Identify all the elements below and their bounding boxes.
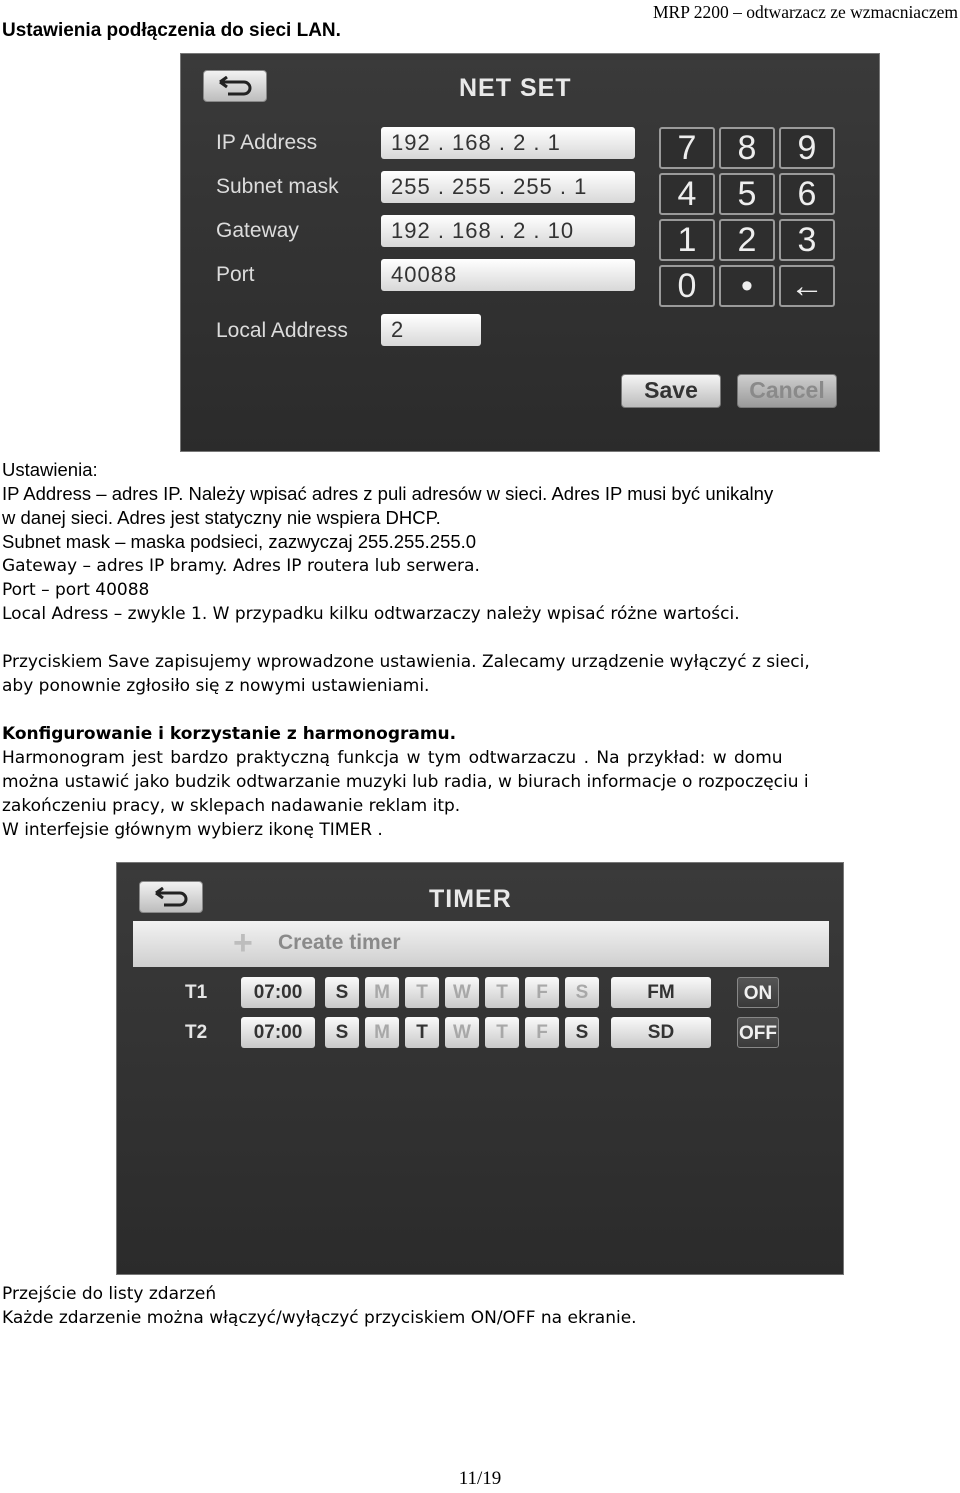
harmonogram-line4: W interfejsie głównym wybierz ikonę TIMER . (2, 820, 383, 840)
ip-desc-line1: IP Address – adres IP. Należy wpisać adres z puli adresów w sieci. Adres IP musi być unikalny (2, 483, 774, 504)
harmonogram-line3: zakończeniu pracy, w sklepach nadawanie reklam itp. (2, 796, 461, 816)
day-friday[interactable]: F (525, 977, 559, 1008)
port-label: Port (216, 263, 255, 286)
timer-time[interactable]: 07:00 (241, 977, 315, 1008)
subnet-mask-input[interactable]: 255 . 255 . 255 . 1 (381, 171, 635, 203)
ip-address-input[interactable]: 192 . 168 . 2 . 1 (381, 127, 635, 159)
create-timer-label: Create timer (278, 931, 401, 954)
key-5[interactable]: 5 (719, 173, 775, 215)
timer-time[interactable]: 07:00 (241, 1017, 315, 1048)
local-address-label: Local Address (216, 319, 348, 342)
key-dot[interactable]: • (719, 265, 775, 307)
key-0[interactable]: 0 (659, 265, 715, 307)
save-note-line2: aby ponownie zgłosiło się z nowymi ustawieniami. (2, 676, 430, 696)
day-saturday[interactable]: S (565, 977, 599, 1008)
harmonogram-line2: można ustawić jako budzik odtwarzanie muzyki lub radia, w biurach informacje o rozpoczęciu i (2, 772, 809, 792)
footer-line2: Każde zdarzenie można włączyć/wyłączyć przyciskiem ON/OFF na ekranie. (2, 1308, 637, 1328)
section-title: Ustawienia podłączenia do sieci LAN. (2, 20, 341, 41)
key-backspace[interactable]: ← (779, 265, 835, 307)
page-number: 11/19 (458, 1468, 502, 1489)
day-wednesday[interactable]: W (445, 977, 479, 1008)
key-6[interactable]: 6 (779, 173, 835, 215)
subnet-mask-label: Subnet mask (216, 175, 339, 198)
key-1[interactable]: 1 (659, 219, 715, 261)
screen-title: TIMER (429, 885, 512, 913)
timer-screen (116, 862, 844, 1275)
day-saturday[interactable]: S (565, 1017, 599, 1048)
ip-address-label: IP Address (216, 131, 318, 154)
day-thursday[interactable]: T (485, 977, 519, 1008)
footer-line1: Przejście do listy zdarzeń (2, 1284, 217, 1304)
local-desc: Local Adress – zwykle 1. W przypadku kilku odtwarzaczy należy wpisać różne wartości. (2, 604, 740, 624)
harmonogram-line1: Harmonogram jest bardzo praktyczną funkcja w tym odtwarzaczu . Na przykład: w domu (2, 748, 783, 768)
back-arrow-icon (218, 76, 254, 98)
day-tuesday[interactable]: T (405, 1017, 439, 1048)
day-tuesday[interactable]: T (405, 977, 439, 1008)
port-input[interactable]: 40088 (381, 259, 635, 291)
timer-source[interactable]: FM (611, 977, 711, 1008)
create-timer-button[interactable] (133, 921, 829, 967)
cancel-button[interactable]: Cancel (737, 374, 837, 408)
back-button[interactable] (203, 70, 267, 102)
timer-on-off-toggle[interactable]: ON (737, 977, 779, 1008)
ip-desc-line2: w danej sieci. Adres jest statyczny nie wspiera DHCP. (2, 507, 441, 528)
timer-on-off-toggle[interactable]: OFF (737, 1017, 779, 1048)
screen-title: NET SET (459, 74, 572, 102)
settings-heading: Ustawienia: (2, 459, 98, 480)
key-9[interactable]: 9 (779, 127, 835, 169)
gateway-input[interactable]: 192 . 168 . 2 . 10 (381, 215, 635, 247)
gateway-label: Gateway (216, 219, 299, 242)
day-monday[interactable]: M (365, 1017, 399, 1048)
subnet-desc: Subnet mask – maska podsieci, zazwyczaj 255.255.255.0 (2, 531, 477, 552)
key-8[interactable]: 8 (719, 127, 775, 169)
day-monday[interactable]: M (365, 977, 399, 1008)
back-button[interactable] (139, 881, 203, 913)
day-friday[interactable]: F (525, 1017, 559, 1048)
day-sunday[interactable]: S (325, 1017, 359, 1048)
harmonogram-heading: Konfigurowanie i korzystanie z harmonogramu. (2, 724, 457, 744)
document-header: MRP 2200 – odtwarzacz ze wzmacniaczem (653, 2, 958, 22)
key-3[interactable]: 3 (779, 219, 835, 261)
plus-icon: + (233, 924, 253, 962)
port-desc: Port – port 40088 (2, 580, 150, 600)
save-button[interactable]: Save (621, 374, 721, 408)
key-2[interactable]: 2 (719, 219, 775, 261)
timer-row-label: T1 (185, 982, 208, 1003)
back-arrow-icon (154, 887, 190, 909)
save-note-line1: Przyciskiem Save zapisujemy wprowadzone ustawienia. Zalecamy urządzenie wyłączyć z sieci, (2, 652, 810, 672)
local-address-input[interactable]: 2 (381, 314, 481, 346)
day-sunday[interactable]: S (325, 977, 359, 1008)
timer-row-label: T2 (185, 1022, 208, 1043)
gateway-desc: Gateway – adres IP bramy. Adres IP routera lub serwera. (2, 556, 480, 576)
day-thursday[interactable]: T (485, 1017, 519, 1048)
day-wednesday[interactable]: W (445, 1017, 479, 1048)
key-7[interactable]: 7 (659, 127, 715, 169)
net-set-screen (180, 53, 880, 452)
timer-source[interactable]: SD (611, 1017, 711, 1048)
key-4[interactable]: 4 (659, 173, 715, 215)
